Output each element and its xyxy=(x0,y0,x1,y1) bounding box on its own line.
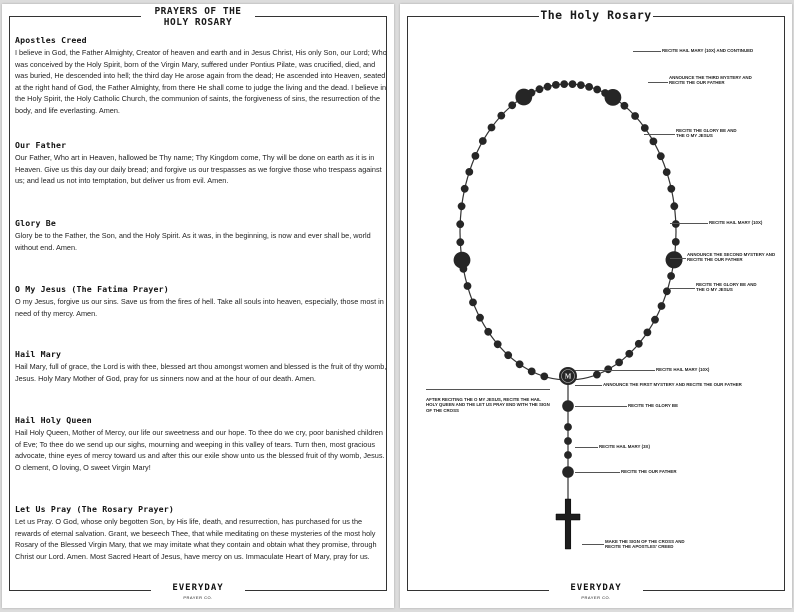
our-father-bead xyxy=(562,466,574,478)
annotation-decade-1: RECITE HAIL MARY (10X) xyxy=(656,367,710,372)
hail-mary-bead xyxy=(476,314,484,322)
prayer-text: Let us Pray. O God, whose only begotten Son, by His life, death, and resurrection, has purchased for us the rewards of eternal salvation. Grant, we beseech Thee, that while meditating on these mysteries of the most holy Rosary of the Blessed Virgin Mary, that we may imitate what they contain and obtain what they promise, through Christ our Lord. Amen. Most Sacred Heart of Jesus, have mercy on us. Immaculate Heart of Mary, pray for us. xyxy=(15,517,377,561)
prayer-heading: Hail Holy Queen xyxy=(15,415,92,425)
hail-mary-bead xyxy=(593,86,601,94)
brand-name: EVERYDAY xyxy=(564,583,627,593)
prayer-heading: Apostles Creed xyxy=(15,35,87,45)
brand-logo xyxy=(9,577,387,600)
crucifix-icon xyxy=(556,499,580,549)
annotation-hail-3x: RECITE HAIL MARY (3X) xyxy=(599,444,650,449)
hail-mary-bead xyxy=(631,112,639,120)
hail-mary-bead xyxy=(577,81,585,89)
prayer-heading: Let Us Pray (The Rosary Prayer) xyxy=(15,504,175,514)
our-father-bead xyxy=(666,252,683,269)
page-title xyxy=(9,6,387,28)
hail-mary-bead xyxy=(593,371,601,379)
hail-mary-bead xyxy=(552,81,560,89)
prayer-o-my-jesus xyxy=(15,285,387,319)
prayer-heading: Glory Be xyxy=(15,218,57,228)
prayer-text: O my Jesus, forgive us our sins. Save us from the fires of hell. Take all souls into heaven, especially, those most in need of thy mercy. Amen. xyxy=(15,297,384,318)
annotation-creed: MAKE THE SIGN OF THE CROSS AND RECITE THE APOSTLES' CREED xyxy=(605,539,685,550)
hail-mary-bead xyxy=(488,124,496,132)
hail-mary-bead xyxy=(672,220,680,228)
hail-mary-bead xyxy=(667,185,675,193)
annotation-decade-3: RECITE HAIL MARY (10X) AND CONTINUED xyxy=(662,48,754,53)
right-page xyxy=(400,4,792,608)
hail-mary-bead xyxy=(650,138,658,146)
prayer-text: Hail Mary, full of grace, the Lord is with thee, blessed art thou amongst women and blessed is the fruit of thy womb, Jesus. Holy Mary Mother of God, pray for us sinners now and at the hour of our death. Amen. xyxy=(15,362,387,383)
hail-mary-bead xyxy=(651,316,659,324)
hail-mary-bead xyxy=(469,299,477,307)
prayer-hail-mary xyxy=(15,350,387,384)
hail-mary-bead xyxy=(564,423,572,431)
hail-mary-bead xyxy=(458,202,466,210)
prayer-text: Hail Holy Queen, Mother of Mercy, our life our sweetness and our hope. To thee do we cry, poor banished children of Eve; To thee do we send up our sighs, mourning and weeping in this valley of tears. Turn then, most gracious advocate, thine eyes of mercy toward us and after this our exile show unto us the blessed fruit of thy womb, Jesus. O clement, O loving, O sweet Virgin Mary! xyxy=(15,428,385,472)
hail-mary-bead xyxy=(644,329,652,337)
prayer-our-father xyxy=(15,141,387,187)
hail-mary-bead xyxy=(508,101,516,109)
hail-mary-bead xyxy=(456,238,464,246)
annotation-first-mystery: ANNOUNCE THE FIRST MYSTERY AND RECITE THE OUR FATHER xyxy=(603,382,742,387)
hail-mary-bead xyxy=(585,83,593,91)
prayer-heading: O My Jesus (The Fatima Prayer) xyxy=(15,284,169,294)
prayer-text: Our Father, Who art in Heaven, hallowed be Thy name; Thy Kingdom come, Thy will be done on earth as it is in Heaven. Give us this day our daily bread; and forgive us our trespasses as we forgive those who trespass against us; and lead us not into temptation, but deliver us from evil. Amen. xyxy=(15,153,382,186)
hail-mary-bead xyxy=(456,220,464,228)
page-title-line-1: PRAYERS OF THE xyxy=(154,6,242,17)
brand-name: EVERYDAY xyxy=(166,583,229,593)
hail-mary-bead xyxy=(569,80,577,88)
hail-mary-bead xyxy=(615,359,623,367)
hail-mary-bead xyxy=(464,282,472,290)
hail-mary-bead xyxy=(672,238,680,246)
hail-mary-bead xyxy=(544,83,552,91)
hail-mary-bead xyxy=(670,202,678,210)
annotation-glory-start: RECITE THE GLORY BE xyxy=(628,403,679,408)
our-father-bead xyxy=(454,252,471,269)
annotation-glory-2: RECITE THE GLORY BE AND THE O MY JESUS xyxy=(676,128,737,139)
hail-mary-bead xyxy=(667,272,675,280)
hail-mary-bead xyxy=(564,437,572,445)
brand-tagline: PRAYER CO. xyxy=(581,595,611,600)
hail-mary-bead xyxy=(540,373,548,381)
left-page-frame xyxy=(9,6,387,600)
hail-mary-bead xyxy=(635,340,643,348)
glory-be-bead xyxy=(562,400,574,412)
prayer-text: I believe in God, the Father Almighty, Creator of heaven and earth and in Jesus Christ, His only Son, our Lord; Who was conceived by the Holy Spirit, born of the Virgin Mary, suffered under Pontius Pilate, was crucified, died, and was buried, He descended into hell; the third day He arose again from the dead; He ascended into Heaven, seated at the right hand of God, the Father Almighty, from there He shall come to judge the living and the dead. I believe in the Holy Spirit, the Holy Catholic Church, the communion of saints, the forgiveness of sins, the resurrection of the body, and life everlasting. Amen. xyxy=(15,48,387,115)
hail-mary-bead xyxy=(658,302,666,310)
prayer-heading: Our Father xyxy=(15,140,67,150)
annotation-decade-2: RECITE HAIL MARY (10X) xyxy=(709,220,763,225)
hail-mary-bead xyxy=(663,168,671,176)
annotation-third-mystery: ANNOUNCE THE THIRD MYSTERY AND RECITE THE OUR FATHER xyxy=(669,75,752,86)
hail-mary-bead xyxy=(461,185,469,193)
prayer-text: Glory be to the Father, the Son, and the Holy Spirit. As it was, in the beginning, is now and ever shall be, world without end. Amen. xyxy=(15,231,371,252)
left-page xyxy=(2,4,394,608)
page-title: The Holy Rosary xyxy=(540,8,652,22)
prayer-apostles-creed xyxy=(15,36,387,117)
rosary-diagram xyxy=(400,4,792,608)
prayer-glory-be xyxy=(15,219,387,253)
our-father-bead xyxy=(515,89,532,106)
prayer-heading: Hail Mary xyxy=(15,349,62,359)
hail-mary-bead xyxy=(657,152,665,160)
hail-mary-bead xyxy=(484,328,492,336)
hail-mary-bead xyxy=(528,368,536,376)
hail-mary-bead xyxy=(560,80,568,88)
hail-mary-bead xyxy=(564,451,572,459)
hail-mary-bead xyxy=(625,350,633,358)
hail-mary-bead xyxy=(536,85,544,93)
annotation-second-mystery: ANNOUNCE THE SECOND MYSTERY AND RECITE THE OUR FATHER xyxy=(687,252,776,263)
hail-mary-bead xyxy=(494,340,502,348)
hail-mary-bead xyxy=(641,124,649,132)
hail-mary-bead xyxy=(465,168,473,176)
annotation-closing: AFTER RECITING THE O MY JESUS, RECITE THE HAIL HOLY QUEEN AND THE LET US PRAY END WITH THE SIGN OF THE CROSS xyxy=(426,397,550,413)
annotation-our-father-start: RECITE THE OUR FATHER xyxy=(621,469,677,474)
our-father-bead xyxy=(605,89,622,106)
hail-mary-bead xyxy=(472,152,480,160)
annotation-glory-1: RECITE THE GLORY BE AND THE O MY JESUS xyxy=(696,282,757,293)
hail-mary-bead xyxy=(516,360,524,368)
hail-mary-bead xyxy=(479,137,487,145)
prayer-let-us-pray xyxy=(15,505,387,562)
medal-monogram-icon: M xyxy=(564,372,572,381)
hail-mary-bead xyxy=(497,112,505,120)
hail-mary-bead xyxy=(621,102,629,110)
hail-mary-bead xyxy=(504,351,512,359)
brand-tagline: PRAYER CO. xyxy=(183,595,213,600)
page-title-line-2: HOLY ROSARY xyxy=(163,17,233,28)
prayer-hail-holy-queen xyxy=(15,416,387,473)
